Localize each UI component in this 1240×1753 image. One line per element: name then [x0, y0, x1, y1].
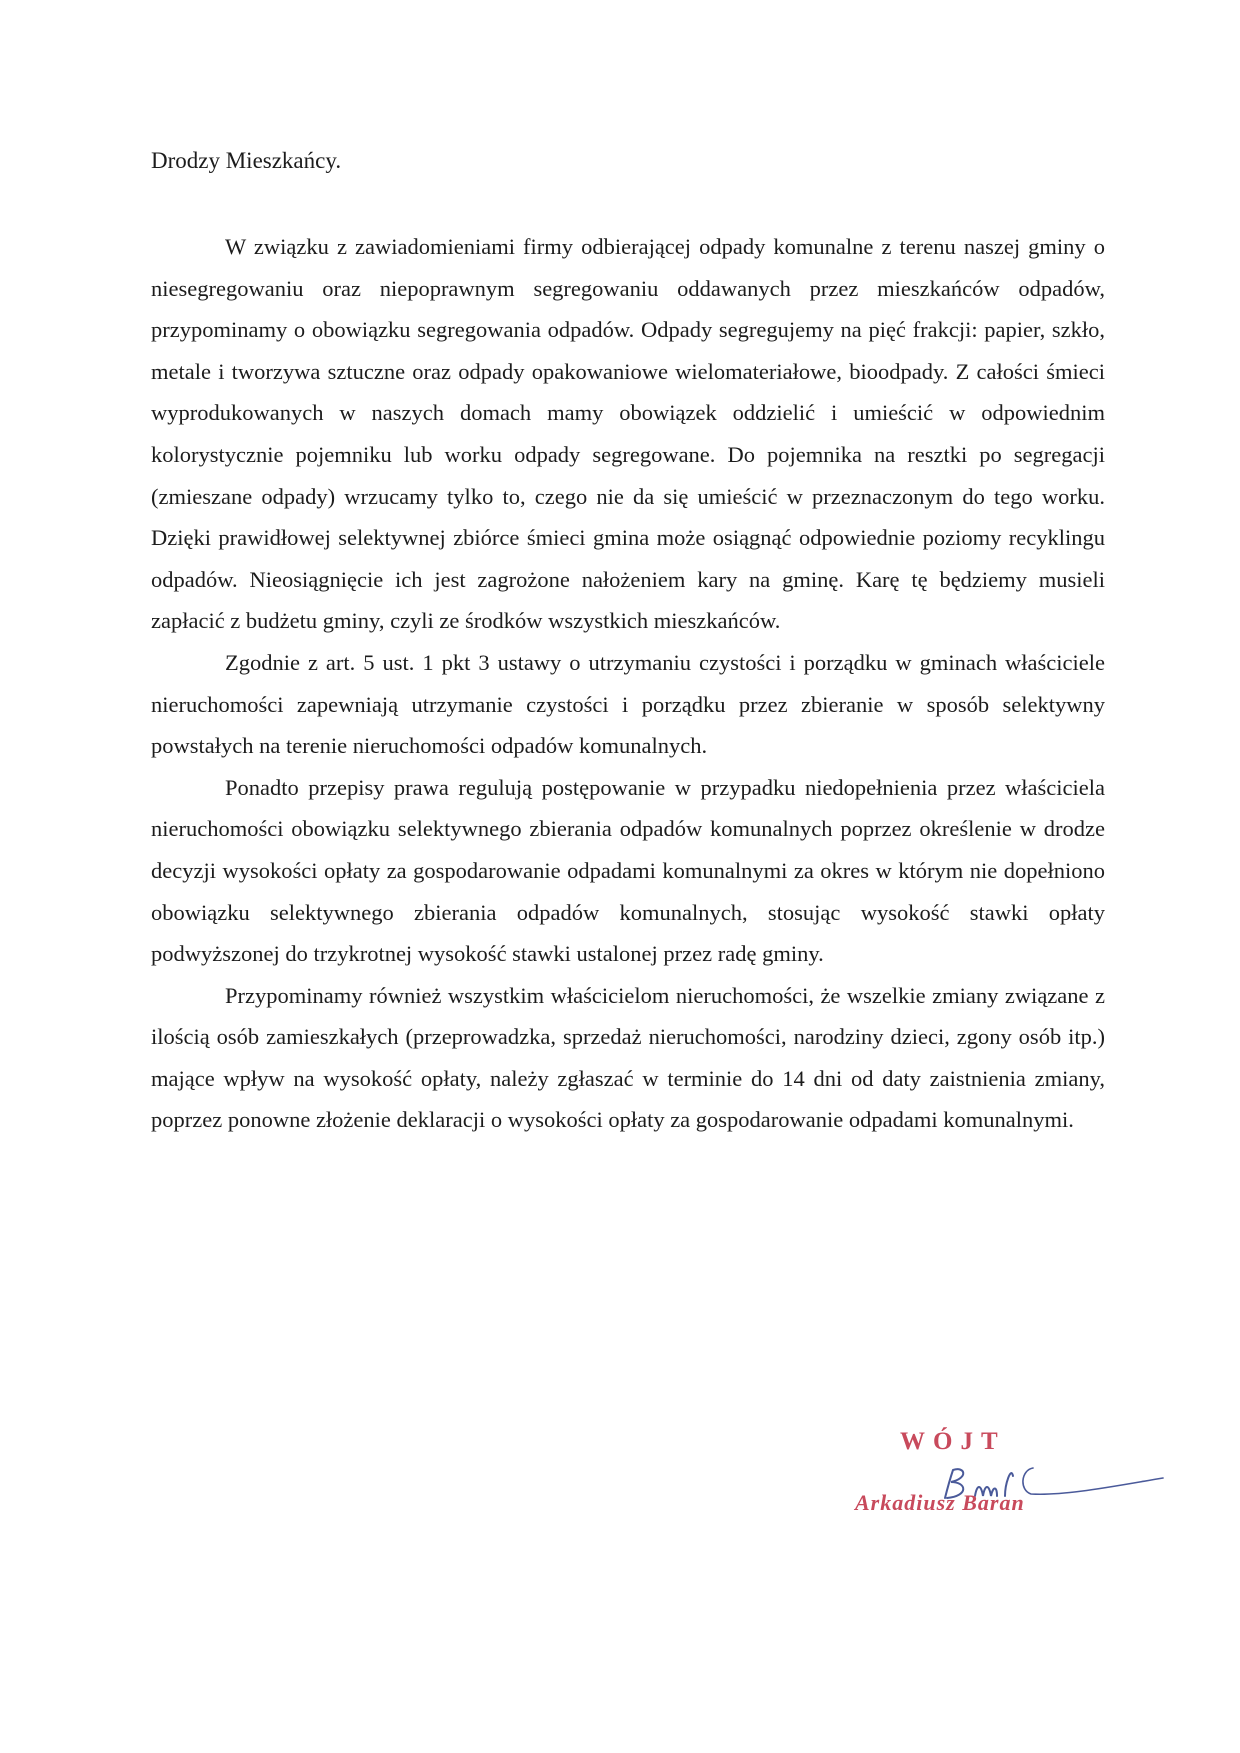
stamp-title: WÓJT: [900, 1428, 1006, 1455]
paragraph-4: Przypominamy również wszystkim właścicielom nieruchomości, że wszelkie zmiany związane z ilością osób zamieszkałych (przeprowadzka, sprzedaż nieruchomości, narodziny dzieci, zgony osób itp.) mające wpływ na wysokość opłaty, należy zgłaszać w terminie do 14 dni od daty zaistnienia zmiany, poprzez ponowne złożenie deklaracji o wysokości opłaty za gospodarowanie odpadami komunalnymi.: [151, 982, 1105, 1133]
paragraph-2: Zgodnie z art. 5 ust. 1 pkt 3 ustawy o utrzymaniu czystości i porządku w gminach właściciele nieruchomości zapewniają utrzymanie czystości i porządku przez zbieranie w sposób selektywny powstałych na terenie nieruchomości odpadów komunalnych.: [151, 649, 1105, 759]
official-stamp: [850, 1428, 1180, 1538]
greeting: Drodzy Mieszkańcy.: [151, 148, 342, 173]
letter-body: [151, 226, 1105, 1141]
paragraph-1: W związku z zawiadomieniami firmy odbierającej odpady komunalne z terenu naszej gminy o niesegregowaniu oraz niepoprawnym segregowaniu oddawanych przez mieszkańców odpadów, przypominamy o obowiązku segregowania odpadów. Odpady segregujemy na pięć frakcji: papier, szkło, metale i tworzywa sztuczne oraz odpady opakowaniowe wielomateriałowe, bioodpady. Z całości śmieci wyprodukowanych w naszych domach mamy obowiązek oddzielić i umieścić w odpowiednim kolorystycznie pojemniku lub worku odpady segregowane. Do pojemnika na resztki po segregacji (zmieszane odpady) wrzucamy tylko to, czego nie da się umieścić w przeznaczonym do tego worku. Dzięki prawidłowej selektywnej zbiórce śmieci gmina może osiągnąć odpowiednie poziomy recyklingu odpadów. Nieosiągnięcie ich jest zagrożone nałożeniem kary na gminę. Karę tę będziemy musieli zapłacić z budżetu gminy, czyli ze środków wszystkich mieszkańców.: [151, 234, 1105, 634]
paragraph-3: Ponadto przepisy prawa regulują postępowanie w przypadku niedopełnienia przez właściciela nieruchomości obowiązku selektywnego zbierania odpadów komunalnych poprzez określenie w drodze decyzji wysokości opłaty za gospodarowanie odpadami komunalnymi za okres w którym nie dopełniono obowiązku selektywnego zbierania odpadów komunalnych, stosując wysokość stawki opłaty podwyższonej do trzykrotnej wysokość stawki ustalonej przez radę gminy.: [151, 774, 1105, 967]
stamp-name: Arkadiusz Baran: [855, 1490, 1025, 1515]
